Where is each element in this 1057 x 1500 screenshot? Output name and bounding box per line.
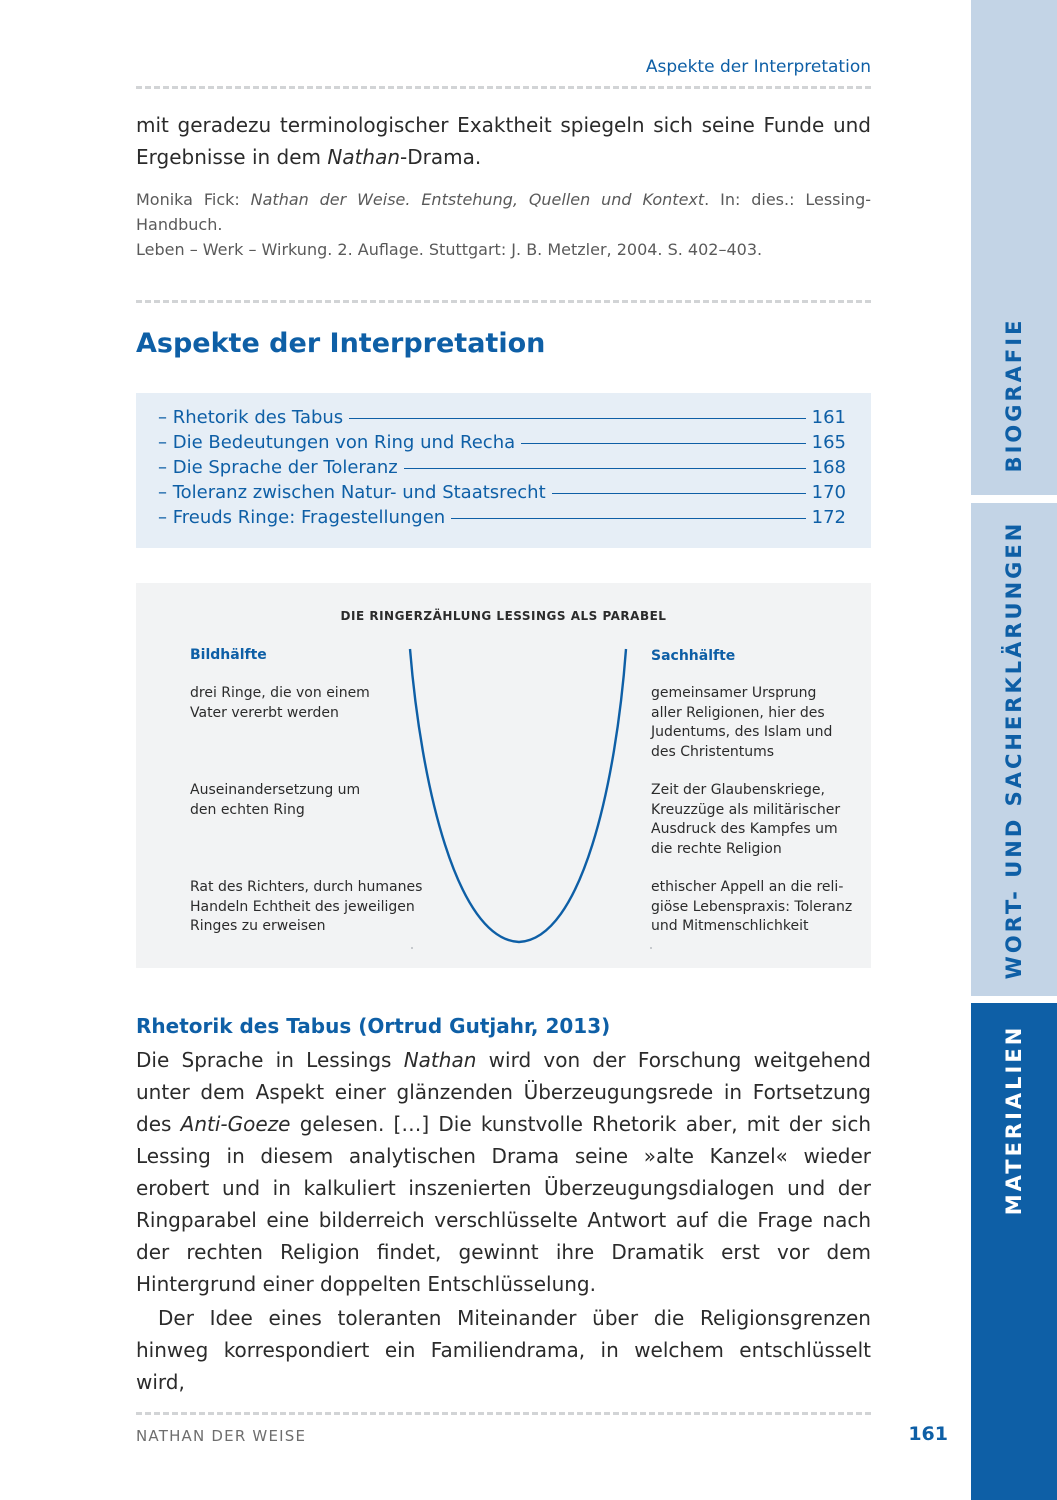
citation-rest-1: . In: dies.: Lessing-Handbuch. <box>136 190 872 234</box>
citation-line-2: Leben – Werk – Wirkung. 2. Auflage. Stuttgart: J. B. Metzler, 2004. S. 402–403. <box>136 240 763 259</box>
toc-item-page: 161 <box>811 407 846 428</box>
text-line: Kreuzzüge als militärischer <box>651 801 841 818</box>
left-item-3 <box>190 878 422 937</box>
toc-leader <box>349 418 805 419</box>
footer-divider <box>136 1412 871 1415</box>
right-heading: Sachhälfte <box>651 648 736 664</box>
intro-line-2 <box>136 141 871 173</box>
side-tab-label: MATERIALIEN <box>1002 1024 1026 1216</box>
text-line: Rat des Richters, durch humanes <box>190 879 423 895</box>
text-line: und Mitmenschlichkeit <box>651 918 809 934</box>
toc-leader <box>451 518 805 519</box>
text-line: Ausdruck des Kampfes um <box>651 821 838 837</box>
citation-line-1 <box>136 187 871 237</box>
toc-item-label: – Rhetorik des Tabus <box>158 407 344 428</box>
para1-part: wird von der Forschung weitgehend unter dem Aspekt einer glänzenden Überzeugungsrede in Fortsetzung des <box>136 1048 871 1136</box>
text-line: drei Ringe, die von einem <box>190 685 370 701</box>
text-line: aller Religionen, hier des <box>651 704 825 721</box>
text-line: Zeit der Glaubenskriege, <box>651 782 825 798</box>
toc-leader <box>521 443 805 444</box>
toc-leader <box>552 493 806 494</box>
right-item-2 <box>651 781 840 859</box>
toc-item-page: 170 <box>811 482 846 503</box>
section-title: Aspekte der Interpretation <box>136 328 546 359</box>
side-tab-materialien[interactable] <box>971 1003 1057 1500</box>
text-line: Ringes zu erweisen <box>190 918 326 934</box>
text-line: ethischer Appell an die reli- <box>651 879 844 895</box>
section-divider <box>136 300 871 303</box>
toc-box <box>136 393 871 548</box>
dot-mark <box>411 947 413 949</box>
toc-item-5[interactable] <box>158 507 846 532</box>
left-item-2 <box>190 781 360 820</box>
side-tab-label: BIOGRAFIE <box>1002 317 1026 473</box>
citation-title: Nathan der Weise. Entstehung, Quellen und Kontext <box>250 190 705 209</box>
left-heading: Bildhälfte <box>190 647 267 663</box>
page-number: 161 <box>908 1423 948 1445</box>
toc-item-1[interactable] <box>158 407 846 432</box>
text-line: Judentums, des Islam und <box>651 724 833 740</box>
intro-line-2-c: -Drama. <box>400 145 482 169</box>
ring-parable-diagram <box>136 583 871 968</box>
header-divider <box>136 86 871 89</box>
para1-italic: Anti-Goeze <box>180 1112 291 1136</box>
text-line: den echten Ring <box>190 801 305 818</box>
intro-line-2-italic: Nathan <box>327 145 401 169</box>
toc-item-label: – Toleranz zwischen Natur- und Staatsrecht <box>158 482 546 503</box>
para1-part: gelesen. […] Die kunstvolle Rhetorik aber, mit der sich Lessing in diesem analytischen Drama seine »alte Kanzel« wieder erobert und in kalkuliert inszenierten Überzeugungsdialogen und der Ringparabel eine bilderreich verschlüsselte Antwort auf die Frage nach der rechten Religion findet, gewinnt ihre Dramatik erst vor dem Hintergrund einer doppelten Entschlüsselung. <box>136 1112 871 1296</box>
running-head: Aspekte der Interpretation <box>645 57 871 77</box>
text-line: des Christentums <box>651 743 775 760</box>
intro-text <box>136 109 871 173</box>
toc-item-page: 168 <box>811 457 846 478</box>
citation-author: Monika Fick: <box>136 190 251 209</box>
parabola-path <box>410 649 626 942</box>
side-tab-biografie[interactable] <box>971 0 1057 495</box>
text-line: giöse Lebenspraxis: Toleranz <box>651 898 853 915</box>
intro-line-2-a: Ergebnisse in dem <box>136 145 328 169</box>
text-line: Handeln Echtheit des jeweiligen <box>190 898 415 915</box>
toc-item-4[interactable] <box>158 482 846 507</box>
text-line: Auseinandersetzung um <box>190 782 361 798</box>
right-item-3 <box>651 878 852 937</box>
para1-italic: Nathan <box>403 1048 477 1072</box>
dot-mark <box>650 947 652 949</box>
toc-leader <box>404 468 806 469</box>
side-tab-label: WORT- UND SACHERKLÄRUNGEN <box>1002 520 1026 979</box>
side-tab-wort-und-sacherklaerungen[interactable] <box>971 503 1057 996</box>
text-line: gemeinsamer Ursprung <box>651 685 817 701</box>
toc-item-label: – Freuds Ringe: Fragestellungen <box>158 507 446 528</box>
intro-line-1: mit geradezu terminologischer Exaktheit spiegeln sich seine Funde und <box>136 113 871 137</box>
toc-item-2[interactable] <box>158 432 846 457</box>
text-line: die rechte Religion <box>651 840 782 857</box>
paragraph-1 <box>136 1044 871 1300</box>
toc-item-label: – Die Sprache der Toleranz <box>158 457 398 478</box>
text-line: Vater vererbt werden <box>190 704 339 721</box>
citation <box>136 187 871 262</box>
toc-item-page: 165 <box>811 432 846 453</box>
diagram-title: DIE RINGERZÄHLUNG LESSINGS ALS PARABEL <box>340 609 667 623</box>
subheading: Rhetorik des Tabus (Ortrud Gutjahr, 2013) <box>136 1014 611 1038</box>
toc-item-page: 172 <box>811 507 846 528</box>
toc-item-3[interactable] <box>158 457 846 482</box>
paragraph-2: Der Idee eines toleranten Miteinander über die Religionsgrenzen hinweg korrespondiert ein Familiendrama, in welchem entschlüsselt wird, <box>136 1306 871 1394</box>
right-item-1 <box>651 684 832 762</box>
footer-book-title: NATHAN DER WEISE <box>136 1427 307 1445</box>
toc-item-label: – Die Bedeutungen von Ring und Recha <box>158 432 516 453</box>
para1-part: Die Sprache in Lessings <box>136 1048 404 1072</box>
left-item-1 <box>190 684 370 723</box>
